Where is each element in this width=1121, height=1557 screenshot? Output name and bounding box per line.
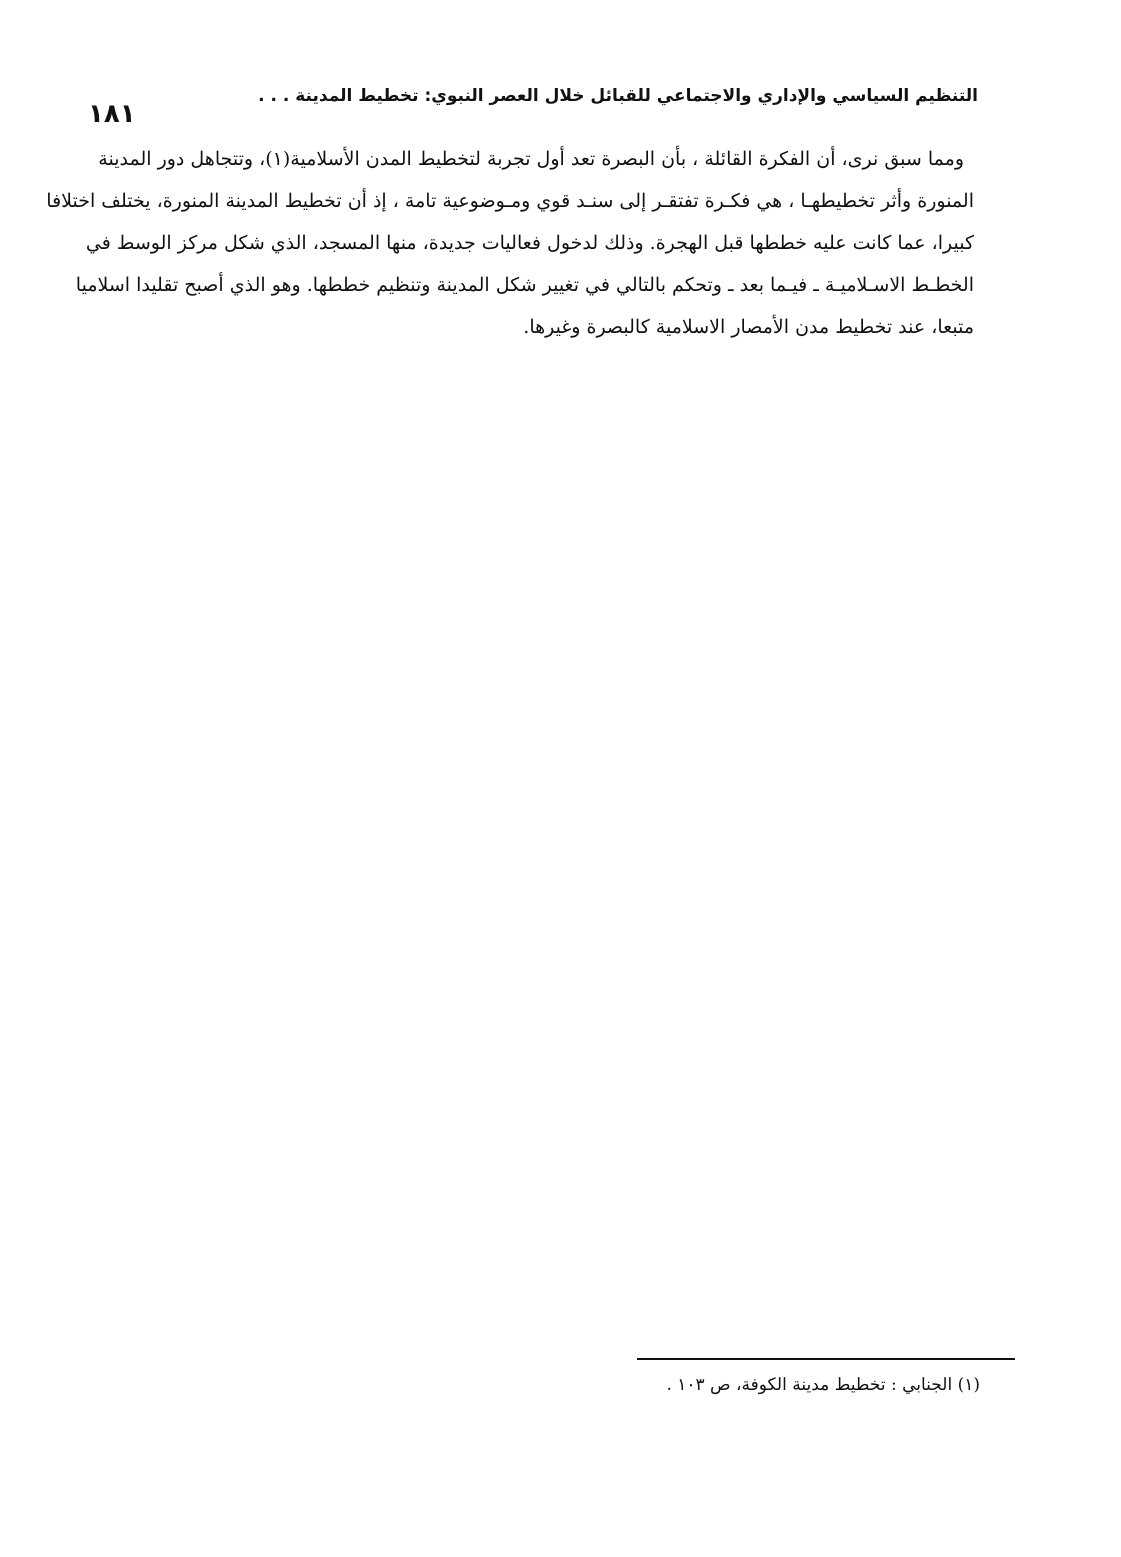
paragraph-line: ومما سبق نرى، أن الفكرة القائلة ، بأن البصرة تعد أول تجربة لتخطيط المدن الأسلامية(١)، وتتجاهل دور المدينة [98, 148, 964, 170]
footnote-divider [637, 1358, 1015, 1360]
page-number: ١٨١ [88, 99, 136, 129]
paragraph-line: الخطـط الاسـلاميـة ـ فيـما بعد ـ وتحكم بالتالي في تغيير شكل المدينة وتنظيم خططها. وهو الذي أصبح تقليدا اسلاميا [75, 274, 974, 296]
paragraph-line: المنورة وأثر تخطيطهـا ، هي فكـرة تفتقـر إلى سنـد قوي ومـوضوعية تامة ، إذ أن تخطيط المدينة المنورة، يختلف اختلافا [46, 190, 974, 212]
main-text [46, 138, 974, 348]
footnote: (١) الجنابي : تخطيط مدينة الكوفة، ص ١٠٣ . [666, 1375, 980, 1395]
running-header: التنظيم السياسي والإداري والاجتماعي للقبائل خلال العصر النبوي: تخطيط المدينة . . . [258, 86, 978, 106]
paragraph-line: متبعا، عند تخطيط مدن الأمصار الاسلامية كالبصرة وغيرها. [523, 316, 974, 338]
paragraph-line: كبيرا، عما كانت عليه خططها قبل الهجرة. وذلك لدخول فعاليات جديدة، منها المسجد، الذي شكل مركز الوسط في [85, 232, 974, 254]
